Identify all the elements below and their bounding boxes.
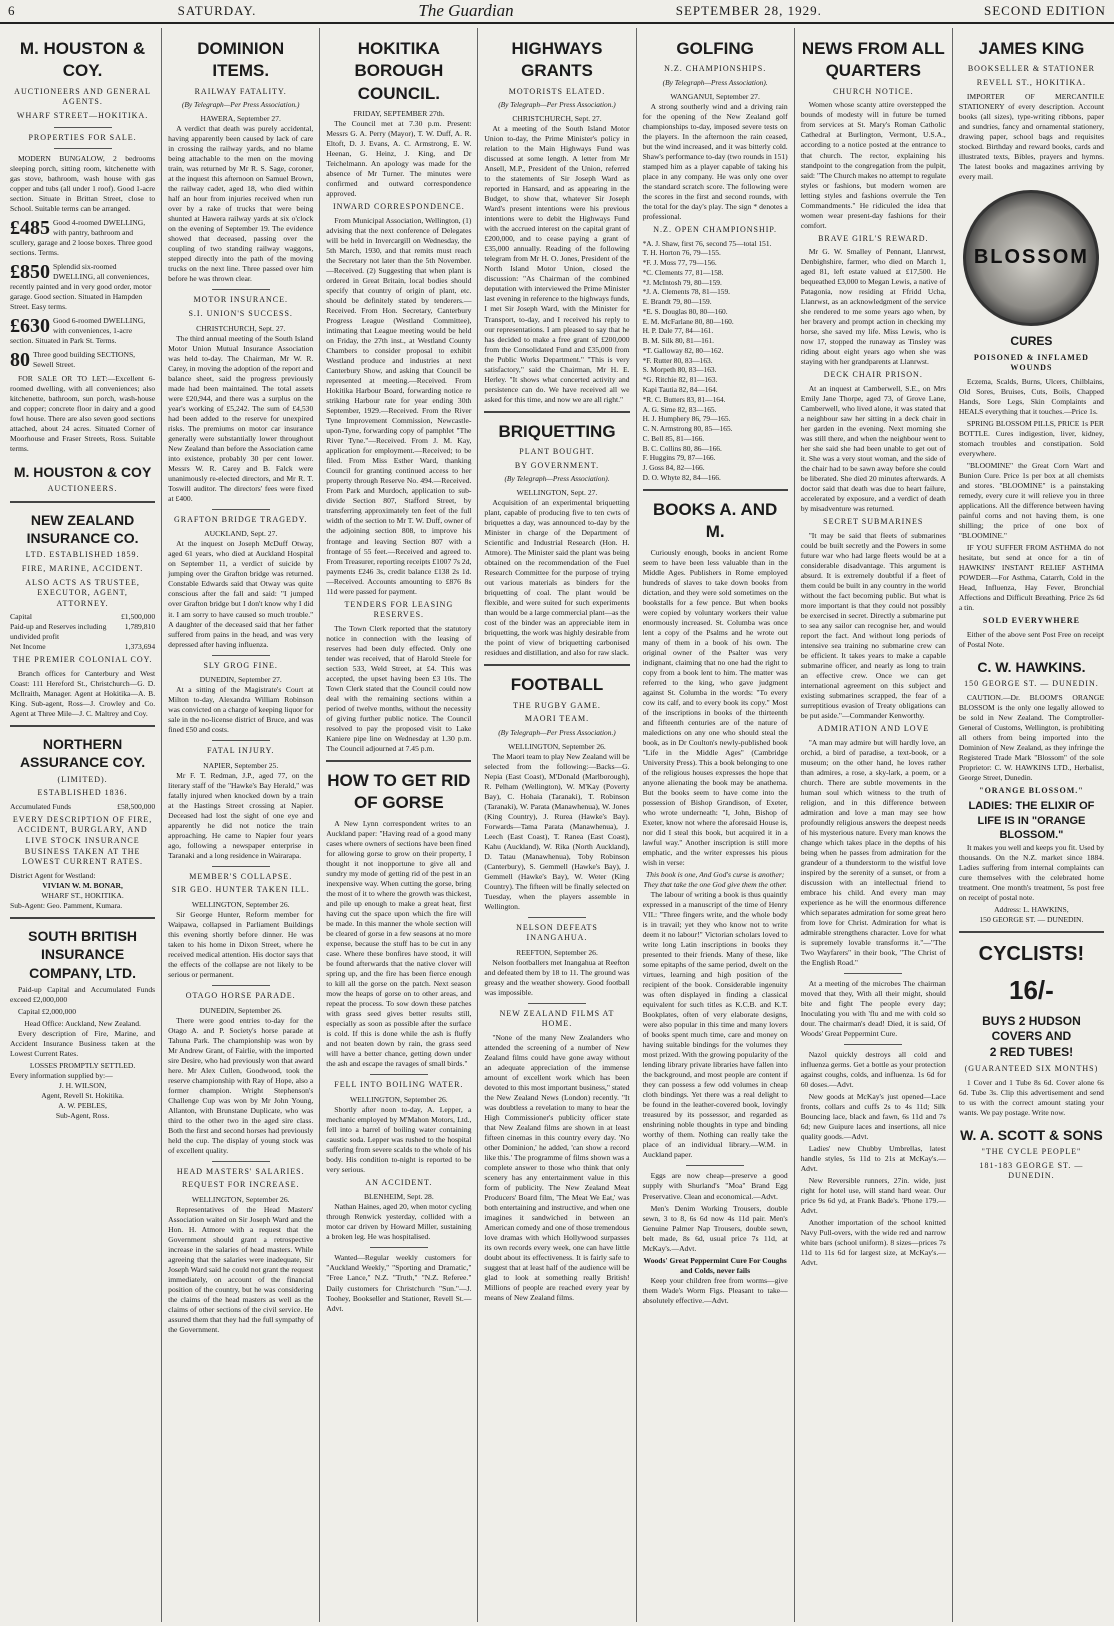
golfing-title: GOLFING: [676, 39, 754, 58]
byline: (By Telegraph—Press Association).: [662, 77, 768, 87]
dateline: DUNEDIN, September 26.: [199, 1005, 282, 1015]
guarantee: (GUARANTEED SIX MONTHS): [964, 1064, 1099, 1074]
article-text: Sir George Hunter, Reform member for Waipawa, collapsed in Parliament Buildings this evening shortly before dinner. He was taken to his home in Dixon Street, where he received medical attention. His doctor says that the effects of the collapse are not likely to be serious or permanent.: [168, 910, 314, 980]
scott-title: W. A. SCOTT & SONS: [960, 1126, 1103, 1143]
inward-heading: INWARD CORRESPONDENCE.: [332, 202, 465, 212]
article-text: From Municipal Association, Wellington, (1) advising that the next conference of Delegates will be held in Invercargill on Wednesday, the 5th March, 1930, and that remits must reach the Secretary not later than the 5th November.—Received. (2) Suggesting that when plant is ordered in Great Britain, local bodies should specify that country of origin of plant, etc. should be definitely stated by tenderers.—Received. From Hon. Secretary, Canterbury Progress League (Westland Committee), intimating that League meeting would be held on Friday, the 27th inst., at Westland County Chambers to consider proposal to exhibit Westland produce and industries at next Canterbury Show, and asking that Council be represented at meeting.—Received. From Hokitika Harbour Board, forwarding notice re striking Harbour rate for year ending 30th September, 1929.—Received. From the River Tyne Improvement Commission, Newcastle-upon-Tyne, forwarding copy of pamphlet "The River Tyne."—Received. From J. M. Kay, application for employment.—Received; to be filed. From Miss Esther Ward, thanking Council for granting continued access to her property through Reserve No. 494.—Received. From Park and Murdoch, application to sub-divide Section 807, Stafford Street, by transferring approximately ten feet of the full width of the section to Mr T. W. Duff, owner of the adjoining section 808, to improve his frontage and leaving Section 807 with a frontage of 55 feet.—Received and agreed to. From Treasurer, reporting receipts £1007 7s 2d, payments £246 3s, credit balance £138 2s 1d.—Received. Accounts amounting to £876 8s 11d were passed for payment.: [326, 216, 472, 596]
james-king-role: BOOKSELLER & STATIONER: [967, 64, 1095, 74]
article-text: Shortly after noon to-day, A. Lepper, a mechanic employed by M'Mahon Motors, Ltd., fell into a barrel of boiling water containing caustic soda. Lepper was rushed to the hospital suffering from severe scalds to the whole of his body. His condition to-night is reported to be very serious.: [326, 1104, 472, 1174]
briquetting-sub: PLANT BOUGHT.: [519, 447, 595, 457]
ad-mckay-goods: New goods at McKay's just opened—Lace fronts, collars and cuffs 2s to 4s 11d; Silk Bouncing lace, black and fawn, 6s 11d and 7s 6d; new Guipure laces and insertions, all nice quality goods.—Advt.: [800, 1092, 946, 1142]
scott-address: 181-183 GEORGE ST. — DUNEDIN.: [979, 1160, 1084, 1181]
score-line: T. H. Horton 76, 79—155.: [642, 248, 721, 258]
sub-agent: Sub-Agent: Geo. Pamment, Kumara.: [10, 900, 123, 910]
score-line: *C. Clements 77, 81—158.: [642, 267, 724, 277]
score-line: E. M. McFarlane 80, 80—160.: [642, 316, 734, 326]
ad-houston-address: WHARF STREET—HOKITIKA.: [16, 110, 149, 120]
column-1: [4, 28, 162, 1622]
article-text: The Town Clerk reported that the statutory notice in connection with the leasing of reserves had been duly effected. Only one tender was received, that of Harold Steele for section 533, Weld Street, at £4. This was accepted, the upset having been £3 10s. The Town Clerk stated that the Council could now deal with the remaining sections within a period of twelve months, without the necessity of giving further public notice. The Council resolved to pay the proposed visit to Lake Kaniere pipe line on Wednesday at 1.30 p.m. The Council adjourned at 7.45 p.m.: [326, 623, 472, 753]
dateline: WELLINGTON, September 26.: [191, 1195, 290, 1204]
wilson-address: Agent, Revell St. Hokitika.: [41, 1091, 124, 1101]
ad-for-sale: FOR SALE OR TO LET:—Excellent 6-roomed dwelling, with all conveniences; also kitchenette, bathroom, sun porch, wash-house and copper; concrete floor in dairy and a good fowl house. There are also seven good sections attached, about 24 acres. Situated Corner of Moorhouse and Fraser Streets, Ross. Suitable terms.: [10, 374, 156, 454]
sb-info: Every information supplied by:—: [10, 1071, 113, 1081]
issue-date: SEPTEMBER 28, 1929.: [675, 3, 822, 18]
score-line: E. Brandt 79, 80—159.: [642, 297, 712, 307]
article-text: "None of the many New Zealanders who attended the screening of a number of New Zealand films could have gone away without an adequate appreciation of the immense amount of excellent work which has been devoted to this most important business," stated the New Zealand News (London) recently. "It was doubtless a revelation to many to hear the High Commissioner's publicity officer state that New Zealand films are shown in at least fifteen cinemas in this country every day. 'No other Dominion,' he added, 'can show a record like this.' The programme of films shown was a complete answer to those who think that only scenery has any entertainment value in this form of publicity. The New Zealand Meat Producers' Board film, 'The Meat We Eat,' was both entertaining and instructive, and when one imagines it sandwiched in between an American comedy and one of those tremendous love dramas with which Hollywood surpasses its own records every week, one can have little doubt about its effectiveness. It is fairly safe to suggest that at least half of the audience will be glad to look at something really British! Millions of people are reached every year by means of New Zealand films.: [484, 1033, 630, 1303]
accum-value: £58,500,000: [117, 801, 156, 811]
briquetting-sub-2: BY GOVERNMENT.: [514, 460, 600, 470]
column-4: [478, 28, 636, 1622]
net-value: 1,373,694: [124, 642, 156, 652]
admiration-heading: ADMIRATION AND LOVE: [817, 723, 930, 733]
nz-established: LTD. ESTABLISHED 1859.: [25, 550, 140, 560]
article-text: Curiously enough, books in ancient Rome seem to have been less valuable than in the Middle Ages. Publishers in Rome employed hundreds of slaves to take down books from dictation, and they were sold sometimes on the bookstalls for a few pence. But when books were copied by voluntary workers their value enormously increased. St. Columba was once lent a copy of the Psalms and he wrote out many of them in a book of his own. The original owner of the Psalter was very indignant, claiming that no one had the right to copy from a book lent to him. The matter was referred to the king, who gave judgment against St. Columba in the words: "To every cow its calf, and to every book its copy." Most of the inscriptions in books of the thirteenth and fifteenth centuries are of the nature of maledictions on any one who should steal the book, as in Dr Coulton's newly-published book "Life in the Middle Ages" (Cambridge University Press). This a book belonging to one of the religious houses expresses the hope that anyone alienating the book may be anathema. But the books seem to have come into the possession of Bishop Grandison, of Exeter, who wrote underneath: "I, John, Bishop of Exeter, know not where the aforesaid House is, nor did I steal this book, but acquired it in a lawful way." Another inscription is still more emphatic, and the writer expresses his pious wish in verse:: [642, 547, 788, 867]
ad-80: [10, 350, 155, 370]
motor-insurance-heading: MOTOR INSURANCE.: [193, 295, 288, 305]
properties-heading: PROPERTIES FOR SALE.: [28, 132, 137, 142]
ad-houston-title: M. HOUSTON & COY.: [19, 39, 146, 81]
football-sub: THE RUGBY GAME.: [513, 700, 601, 710]
article-text: "It may be said that fleets of submarines could be built secretly and the Powers in some future war who had large fleets would be at a considerable disadvantage. This argument is absurd. It is extremely doubtful if a fleet of them could be built in any country in the world without the fact becoming public. But what is more important is that they could not possibly be exercised in secret. Directly a submarine put to sea any sailor can recognise her, and would report the fact. And without long periods of intensive sea training no submarine crew can be efficient. It takes years to make a capable submarine officer, and nearly as long to train an effective crew. Once we can get international agreement on this subject and existing submarines scrapped, the fear of a surreptitious evasion of Treaty obligations can be put aside."—Commander Kenworthy.: [800, 530, 946, 720]
ad-houston-role-2: AUCTIONEERS.: [47, 483, 118, 493]
paid-row: [10, 622, 155, 642]
northern-title: NORTHERN ASSURANCE COY.: [19, 735, 146, 771]
dateline: WELLINGTON, September 26.: [191, 900, 290, 909]
hawkins-name: C. W. HAWKINS.: [977, 658, 1086, 675]
blossom-seal-text: BLOSSOM: [973, 246, 1089, 269]
nelson-heading: NELSON DEFEATS INANGAHUA.: [516, 922, 598, 943]
article-text: At an inquest at Camberwell, S.E., on Mrs Emily Jane Thorpe, aged 73, of Grove Lane, Camberwell, who lived alone, it was stated that a neighbour saw her sitting in a deck chair in her garden in the evening. Next morning she was still there, and when the neighbour went to her she said she had been unable to get out of it. She was a very stout woman, and the side of the chair had to be sawn away before she could be liberated. She died 20 minutes afterwards. A doctor said that death was due to heart failure, accelerated by exposure, and a verdict of death by misadventure was returned.: [800, 383, 946, 514]
golfing-sub: N.Z. CHAMPIONSHIPS.: [664, 64, 767, 74]
books-title: BOOKS A. AND M.: [652, 499, 778, 542]
ad-nazol: Nazol quickly destroys all cold and influenza germs. Get a bottle as your protection against coughs, colds, and influenza. 1s 6d for 60 doses.—Advt.: [800, 1049, 946, 1089]
caution-text: CAUTION.—Dr. BLOOM'S ORANGE BLOSSOM is the only one legally allowed to be sold in New Zealand. The Comptroller-General of Customs, Wellington, is prohibiting all others from being imported into the Dominion of New Zealand, as they infringe the Registered Trade Mark "Blossom" of the sole Proprietor: C. W. HAWKINS LTD., Herbalist, George Street, Dunedin.: [958, 692, 1104, 782]
council-date: FRIDAY, SEPTEMBER 27th.: [353, 109, 445, 119]
south-british-title: SOUTH BRITISH INSURANCE COMPANY, LTD.: [28, 927, 138, 981]
score-line: F. Huggins 79, 87—166.: [642, 453, 716, 463]
deck-chair-heading: DECK CHAIR PRISON.: [823, 370, 923, 380]
borough-council-title: HOKITIKA BOROUGH COUNCIL.: [354, 39, 444, 103]
article-text: A strong southerly wind and a driving rain for the opening of the New Zealand golf championships to-day, imposed severe tests on the players. In the afternoon the rain ceased, but the wind increased, and it was bitterly cold. Shaw's performance to-day (two rounds in 151) stamped him as a player capable of taking his place in any company. He was only one over the standard scratch score. The following were the scores in the first and second rounds, with the total for the day's play. The sign * denotes a professional.: [642, 101, 788, 221]
dateline: WELLINGTON, September 26.: [349, 1094, 448, 1104]
ad-runners: New Reversible runners, 27in. wide, just right for hotel use, will stand hard wear. Our price 9s 6d yd, at Frank Bade's. 'Phone 179.—Advt.: [800, 1176, 946, 1216]
sb-paid: Paid-up Capital and Accumulated Funds exceed £2,000,000: [10, 985, 156, 1005]
dateline: NAPIER, September 25.: [203, 760, 279, 770]
dateline: HAWERA, September 27.: [200, 114, 281, 124]
net-row: [10, 642, 155, 652]
films-heading: NEW ZEALAND FILMS AT HOME.: [499, 1008, 615, 1029]
sold-everywhere: SOLD EVERYWHERE: [982, 615, 1080, 625]
james-king-address: REVELL ST., HOKITIKA.: [976, 77, 1087, 87]
cycle-people: "THE CYCLE PEOPLE": [981, 1147, 1082, 1157]
article-text: The third annual meeting of the South Island Motor Union Mutual Insurance Association was held to-day. The Chairman, Mr W. R. Carey, in moving the adoption of the report and balance sheet, said the progress previously made had been maintained. The total assets were £20,944, and there was a surplus on the year's working of £5,242. The sum of £4,530 had been added to the reserve for unexpired risks. The premiums on motor car insurance generally were substantially lower throughout New Zealand than before the Association came into existence, probably 30 per cent lower. Messrs W. R. Carey and B. Falck were unanimously re-elected directors, and Mr R. T. Toswill auditor. The directors' fees were fixed at £400.: [168, 333, 314, 503]
railway-fatality-heading: RAILWAY FATALITY.: [194, 86, 287, 96]
article-text: Nelson footballers met Inangahua at Reefton and defeated them by 18 to 11. The ground was greasy and the weather showery. Good football was impossible.: [484, 957, 630, 997]
tenders-heading: TENDERS FOR LEASING RESERVES.: [344, 599, 454, 620]
fatal-injury-heading: FATAL INJURY.: [207, 746, 275, 756]
premier: THE PREMIER COLONIAL COY.: [12, 655, 153, 665]
bloomine-text: "BLOOMINE" the Great Corn Wart and Bunion Cure. Price 1s per box at all chemists and stores. "BLOOMINE" is a painstaking remedy, every cure it will relieve you in three applications. All the difference between having painful corns and not having them, is one shilling; the price of one box of "BLOOMINE.": [958, 460, 1104, 540]
article-text: A verdict that death was purely accidental, having apparently been caused by lack of care in crossing the railway yards, and no blame being attachable to the men on the moving train, was returned by Mr R. S. Sage, coroner, at the inquest this afternoon on Samuel Brown, the railway cadet, aged 18, who died within half an hour from injuries received when run over by a rake of trucks that were being shunted at Hawera railway yards at six o'clock on the evening of September 19. The evidence showed that deceased, passing over the coupling of two standing railway waggons, stepped directly into the path of the moving trucks on the next line. Three passed over him before he was thrown clear.: [168, 124, 314, 284]
cyclists-heading: CYCLISTS!: [978, 942, 1085, 965]
football-sub-2: MAORI TEAM.: [524, 714, 590, 724]
dateline: WANGANUI, September 27.: [670, 91, 760, 101]
article-text: There were good entries to-day for the Otago A. and P. Society's horse parade at Tahuna Park. The championship was won by Mr Andrew Grant, of Fairlie, with the imported sire Desire, who had previously won that award here. Mr Alex Cullen, Goodwood, took the reserve championship with Ray of Hope, also a former champion. Wright Stephenson's Challenge Cup was won by Mr John Young, Allanton, with Brunstane Duplicate, who was third to the other two in the aged sire class. Both the first and second horses had previously held the cup. The display of young stock was of excellent quality.: [168, 1015, 314, 1155]
article-text: Women whose scanty attire overstepped the bounds of modesty will in future be turned from services at St. Mary's Roman Catholic Cathedral at Burlington, Vermont, U.S.A., according to a notice posted at the entrance to that church. The rector, explaining his standpoint to the congregation from the pulpit, said: "The Church makes no attempt to regulate styles or fashions, but modern women are letting styles and fashions overrule the Ten Commandments." He ridiculed the idea that women wear present-day fashions for their comfort.: [800, 100, 946, 230]
paid-value: 1,789,810: [124, 622, 156, 632]
gorse-title: HOW TO GET RID OF GORSE: [327, 770, 471, 813]
motor-insurance-subheading: S.I. UNION'S SUCCESS.: [188, 309, 293, 318]
score-line: J. Goss 84, 82—166.: [642, 463, 705, 473]
score-line: *F. J. Moss 77, 79—156.: [642, 258, 717, 268]
sly-grog-heading: SLY GROG FINE.: [203, 660, 278, 670]
dominion-items-title: DOMINION ITEMS.: [197, 39, 285, 81]
net-label: Net Income: [10, 642, 46, 652]
capital-value: £1,500,000: [120, 612, 156, 622]
verse: This book is one, And God's curse is another; They that take the one God give them the other.: [643, 870, 787, 890]
highways-subheading: MOTORISTS ELATED.: [508, 86, 606, 96]
briquetting-title: BRIQUETTING: [498, 421, 616, 441]
dateline: DUNEDIN, September 27.: [199, 675, 282, 685]
vivian-address: WHARF ST., HOKITIKA.: [41, 890, 124, 900]
page-number: 6: [8, 3, 16, 18]
ad-80-text: Three good building SECTIONS, Sewell Street.: [33, 350, 136, 370]
dateline: CHRISTCHURCH, Sept. 27.: [512, 114, 602, 124]
ad-630: [10, 316, 155, 346]
hawkins-address: 150 GEORGE ST. — DUNEDIN.: [964, 679, 1099, 688]
northern-established: ESTABLISHED 1836.: [37, 788, 128, 798]
column-5: [637, 28, 795, 1622]
score-line: *J. McIntosh 79, 80—159.: [642, 277, 722, 287]
microbes-verse: At a meeting of the microbes The chairman moved that they, With all their might, should bite and fight The people every day; Inoculating you with 'flu and me with cold so dour. The chairman's dead! Died, it is said, Of Woods' Great Peppermint Cure.: [800, 978, 946, 1038]
branch-offices: Branch offices for Canterbury and West Coast: 111 Hereford St., Christchurch—G. D. McIlraith, Manager. Agent at Hokitika—A. B. King. Sub-agent, Ross—J. Crowley and Co. Agent at Three Mile—J. C. Maltrey and Coy.: [10, 668, 156, 718]
pebles: A. W. PEBLES,: [58, 1101, 107, 1111]
ad-485-text: Good 4-roomed DWELLING, with pantry, bathroom and scullery, garage and 2 loose boxes. Three good sections. Terms.: [10, 218, 153, 258]
covers-and: COVERS AND: [991, 1029, 1072, 1044]
nz-types: FIRE, MARINE, ACCIDENT.: [21, 564, 144, 573]
collapse-heading: MEMBER'S COLLAPSE.: [189, 871, 293, 881]
blossom-seal: [963, 190, 1099, 326]
sb-capital: Capital £2,000,000: [18, 1007, 77, 1017]
article-text: Acquisition of an experimental briquetting plant, capable of producing five to ten cwts of briquettes a day, was announced to-day by the Minister in charge of the Department of Scientific and Industrial Research (Hon. H. Atmore). The Minister said the plant was being obtained on the recommendation of the Fuel Research Committee for the purpose of trying out various materials as binders for the briquetting of coal. The plant would be flexible, and were suited for such experiments than would be a large commercial plant—as the cost of the binder was an appreciable item in briquetting, the work was highly desirable from the point of view of briquetting carbonised residues and distillation, and also for raw slack.: [484, 497, 630, 658]
wilson: J. H. WILSON,: [58, 1081, 107, 1091]
ad-trousers: Men's Denim Working Trousers, double sewn, 3 to 8, 6s 6d now 4s 11d pair. Men's Genuine Palmer Nap Trousers, double sewn, belt made, 8s 6d, usual price 7s 11d, at McKay's.—Advt.: [642, 1203, 788, 1253]
byline: (By Telegraph—Per Press Association.): [498, 100, 616, 110]
ad-bungalow: MODERN BUNGALOW, 2 bedrooms sleeping porch, sitting room, kitchenette with gas stove, bathroom, wash house with gas copper and tubs (all under 1 roof). Good 1-acre section. Situate in Brittan Street, close to School. Suitable terms can be arranged.: [10, 154, 156, 214]
score-line: *R. C. Butters 83, 81—164.: [642, 394, 726, 404]
article-text: The labour of writing a book is thus quaintly expressed in a manuscript of the time of Henry VII.: "Three fingers write, and the whole body is in travail; yet they who know not to write deem it no labour!" Victorian scholars loved to write long Latin inscriptions in books they presented to their friends. Many of these, like some epitaphs of the same period, dwelt on the virtues, learning and high position of the recipient of the book. Considerable ingenuity was often displayed in finding a classical equivalent for such titles as K.C.B. and K.T. Bookplates, often of very elaborate designs, were also popular in this time and many lovers of books spent much time, care and money on having suitable bindings for the volumes they most prized. With the growing popularity of the lending library private libraries have fallen into the background, and most people are content if they can possess a few odd volumes in cheap cloth bindings. Yet there was a real delight to be found in the leather-covered book, lovingly treasured by its possessor, and regarded as enshrining noble thoughts in type and binding worthy of them. Nothing can really take the place of an individual library.—W.M. in Auckland paper.: [642, 890, 788, 1160]
ad-umbrellas: Ladies' new Chubby Umbrellas, latest handle styles, 5s 11d to 21s at McKay's.—Advt.: [800, 1144, 946, 1174]
red-tubes: 2 RED TUBES!: [989, 1045, 1074, 1060]
article-text: A New Lynn correspondent writes to an Auckland paper: "Having read of a good many cases where owners of sections have been fined for allowing gorse to grow on their property, I thought it not inopportune to give all and sundry my mode of getting rid of the pest in an inexpensive way. When cutting the gorse, bring the most of it to where the growth was thickest, and pile up enough to make a great heat, first having cut the space upon which the fire will be made. In this manner the whole section will be cleared of gorse in a few seasons at no more expense, because the stuff has to be cut in any case. Where these bonfires have stood, it will be found afterwards that the native clover will spring up, and the fire has been fierce enough to kill all the gorse on the patch. Next season mow the heaps of gorse on to other areas, and repeat the process. To sow down these patches with grass seed gives better results still, especially as soon as possible after the surface is cold. If this is done while the ash is fluffy and not beaten down by rain, the grass seed will have a better chance, getting down under the ash and escape the ravages of small birds.": [326, 818, 472, 1069]
dateline: WELLINGTON, Sept. 27.: [516, 487, 598, 497]
ad-485: [10, 218, 155, 258]
sb-desc: Every description of Fire, Marine, and Accident Insurance Business taken at the Lowest Current Rates.: [10, 1029, 156, 1059]
highways-title: HIGHWAYS GRANTS: [511, 39, 603, 81]
ladies-heading: LADIES: THE ELIXIR OF LIFE IS IN "ORANGE BLOSSOM.": [968, 800, 1095, 842]
sb-head-office: Head Office: Auckland, New Zealand.: [24, 1019, 141, 1029]
article-text: Mr G. W. Smalley of Pennant, Llanrwst, Denbighshire, farmer, who died on March 1, aged 81, left estate valued at £17,500. He bequeathed £3,000 to Megan Lewis, a native of Patagonia, now residing at Ffridd Ucha, Llanrwst, as an acknowledgment of the service she rendered to me some years ago when, by her bravery and prompt action in checking my horse, she saved my life. Miss Lewis, who is now 17, stopped the runaway as Tinsley was riding about eight years ago when she was staying with her grandparents at Llanrwst.: [800, 247, 946, 367]
salaries-heading: HEAD MASTERS' SALARIES.: [176, 1166, 305, 1176]
article-text: "A man may admire but will hardly love, an orchid, a bird of paradise, a text-book, or a museum; on the other hand, he loves rather than admires, a rose, a sky-lark, a poem, or a church. There are subtle movements in the human soul which witness to the truth of religion, and in this difference between admiration and love a man may see how profoundly religious answers the deepest needs of his mysterious nature. Every man knows the change which takes place in the depths of his being when he passes from admiration for the grandeur of a thunderstorm to the wistful love inspired by the serenity of a sunset, or from a discussion with an intellectual friend to embrace his child. And every man may experience as he will the enormous difference which separates admiration for some great hero from love for Christ. Admiration for what is admirable strengthens character. Love for what is supremely lovable transforms it."—"The Two Wayfarers" in their book, "The Christ of the English Road.": [800, 737, 946, 967]
ad-630-text: Good 6-roomed DWELLING, with conveniences, 1-acre section. Situated in Park St. Terms.: [10, 316, 146, 346]
masthead: [0, 0, 1114, 24]
address-value: 150 GEORGE ST. — DUNEDIN.: [979, 914, 1084, 924]
ad-850: [10, 262, 155, 312]
ad-eggs: Eggs are now cheap—preserve a good supply with Shurland's "Moa" Brand Egg Preservative. Clean and economical.—Advt.: [642, 1171, 788, 1201]
score-line: *A. J. Shaw, first 76, second 75—total 151.: [642, 238, 772, 248]
byline: (By Telegraph—Press Association).: [504, 474, 610, 484]
news-title: NEWS FROM ALL QUARTERS: [801, 39, 945, 81]
article-text: Mr F. T. Redman, J.P., aged 77, on the literary staff of the "Hawke's Bay Herald," was fatally injured when knocked down by a train at the Hastings Street crossing at Napier. Deceased had lost the sight of one eye and apparently he did not notice the train approaching. He came to Napier four years ago, following a newspaper enterprise in Taranaki and a long residence in Wairarapa.: [168, 770, 314, 860]
day: SATURDAY.: [177, 3, 257, 18]
score-line: *T. Galloway 82, 80—162.: [642, 345, 724, 355]
ad-worm-figs: Keep your children free from worms—give them Wade's Worm Figs. Pleasant to take—absolutely effective.—Advt.: [642, 1275, 788, 1305]
wanted-ad: Wanted—Regular weekly customers for "Auckland Weekly," "Sporting and Dramatic," "Free Lance," N.Z. "Truth," "N.Z. Referee." Daily customers for Christchurch "Sun."—J. Toohey, Bookseller and Stationer, Revell St.—Advt.: [326, 1253, 472, 1313]
horse-parade-heading: OTAGO HORSE PARADE.: [185, 991, 296, 1001]
score-line: *E. S. Douglas 80, 80—160.: [642, 306, 728, 316]
cycle-offer-text: 1 Cover and 1 Tube 8s 6d. Cover alone 6s 6d. Tube 3s. Clip this advertisement and send to us with the correct amount stating your wants. We pay postage. Write now.: [958, 1077, 1104, 1117]
pebles-address: Sub-Agent, Ross.: [55, 1111, 110, 1121]
article-text: The Maori team to play New Zealand will be selected from the following:—Backs—G. Nepia (East Coast), M'Donald (Marlborough), R. Pelham (Wellington), W. M'Kay (Poverty Bay), C. Hohaia (Taranaki), T. Robinson (Taranaki), W. Parata (Manawhenua), W. Jones (King Country), J. Rurea (Hawke's Bay). Forwards—Tama Parata (Manawhenua), J. Leech (East Coast), T. Ranea (East Coast), Kahu (Auckland), W. Rika (North Auckland), D. Tatau (Manawhenua), Toby Robinson (Canterbury), S. Gemmell (Hawke's Bay), J. Gemmell (Hawke's Bay), W. Weter (King Country). The fifteen will be finally selected on Tuesday, when the players assemble in Wellington.: [484, 751, 630, 911]
pills-text: SPRING BLOSSOM PILLS, PRICE 1s PER BOTTLE. Cures indigestion, liver, kidney, stomach troubles and constipation. Sold everywhere.: [958, 418, 1104, 458]
northern-limited: (LIMITED).: [57, 774, 108, 784]
sb-losses: LOSSES PROMPTLY SETTLED.: [29, 1061, 136, 1071]
article-text: The Council met at 7.30 p.m. Present: Messrs G. A. Perry (Mayor), T. W. Duff, A. R. Eltoft, D. J. Evans, A. C. Armstrong, E. W. Heenan, G. Heinz, J. King, and Dr Teichelmann. An apology was made for the absence of Mr Turner. The minutes were confirmed and outward correspondence approved.: [326, 119, 472, 199]
football-title: FOOTBALL: [510, 675, 604, 695]
score-line: C. N. Armstrong 80, 85—165.: [642, 424, 733, 434]
grafton-heading: GRAFTON BRIDGE TRAGEDY.: [173, 514, 308, 524]
column-3: [320, 28, 478, 1622]
accum-row: [10, 802, 155, 812]
edition: SECOND EDITION: [983, 3, 1106, 18]
dateline: AUCKLAND, Sept. 27.: [204, 529, 278, 539]
james-king-title: JAMES KING: [978, 39, 1085, 58]
open-championship-heading: N.Z. OPEN CHAMPIONSHIP.: [653, 224, 777, 234]
dateline: WELLINGTON, September 26.: [508, 741, 606, 751]
dateline: REEFTON, September 26.: [516, 947, 598, 957]
asthma-text: IF YOU SUFFER FROM ASTHMA do not hesitate, but send at once for a tin of HAWKINS' INSTANT RELIEF ASTHMA POWDER—For Asthma, Catarrh, Cold in the Head, Influenza, Hay Fever, Bronchial Affections and Difficult Breathing. Price 2s 6d a tin.: [958, 542, 1104, 612]
ad-pullovers: Another importation of the school knitted Navy Pull-overs, with the wide red and narrow white bars (school uniform). 8 sizes—prices 7s 11d to 11s 6d for largest size, at McKay's.—Advt.: [800, 1218, 946, 1268]
ad-850-text: Splendid six-roomed DWELLING, all conveniences, recently painted and in very good order, motor garage. Good section. Situated in Hampden Street. Easy terms.: [10, 262, 152, 312]
column-7: [953, 28, 1110, 1622]
salaries-subheading: REQUEST FOR INCREASE.: [181, 1180, 300, 1190]
price-80: 80: [10, 350, 30, 371]
dateline: BLENHEIM, Sept. 28.: [363, 1192, 434, 1202]
score-line: *G. Ritchie 82, 81—163.: [642, 375, 718, 385]
price-630: £630: [10, 316, 50, 338]
score-line: B. M. Silk 80, 81—161.: [642, 336, 715, 346]
northern-desc: EVERY DESCRIPTION OF FIRE, ACCIDENT, BURGLARY, AND LIVE STOCK INSURANCE BUSINESS TAKEN AT THE LOWEST CURRENT RATES.: [12, 814, 153, 867]
score-line: A. G. Sime 82, 83—165.: [642, 404, 717, 414]
score-line: B. C. Collins 80, 86—166.: [642, 443, 722, 453]
article-text: At the inquest on Joseph McDuff Otway, aged 61 years, who died at Auckland Hospital on September 11, a verdict of suicide by jumping over the Grafton bridge was returned. Constable Edwards said that Otway was quite conscious after the fall and said: "I jumped over Grafton bridge but I don't know why I did it. I am sorry to have caused so much trouble." A daughter of the deceased said that her father suffered from pains in the head, and was very depressed after having influenza.: [168, 539, 314, 649]
score-line: H. J. Humphery 86, 79—165.: [642, 414, 731, 424]
score-line: *F. Rutter 80, 83—163.: [642, 355, 713, 365]
district-agent: District Agent for Westland:: [10, 870, 96, 880]
score-line: D. O. Whyte 82, 84—166.: [642, 472, 721, 482]
brave-girl-heading: BRAVE GIRL'S REWARD.: [818, 233, 929, 243]
vivian-bonar: VIVIAN W. M. BONAR,: [42, 880, 123, 890]
address-label: Address: L. HAWKINS,: [994, 904, 1069, 914]
buys-hudson: BUYS 2 HUDSON: [982, 1013, 1081, 1028]
capital-label: Capital: [10, 612, 32, 622]
post-free-text: Either of the above sent Post Free on receipt of Postal Note.: [958, 629, 1104, 649]
accum-label: Accumulated Funds: [10, 801, 71, 811]
column-6: [795, 28, 953, 1622]
score-line: Kapi Tautia 82, 84—164.: [642, 384, 718, 394]
paid-label: Paid-up and Reserves including undivided profit: [10, 622, 107, 642]
article-text: Nathan Haines, aged 20, when motor cycling through Renwick yesterday, collided with a motor car driven by Howard Miller, sustaining a broken leg. He was hospitalised.: [326, 1202, 472, 1242]
james-king-text: IMPORTER OF MERCANTILE STATIONERY of every description. Account books (all sizes), type-writing ribbons, paper and sundries, fancy and ornamental stationery, drawing paper, school bags and requisites stocked. Birthday and reward books, cards and illustrated texts, Bibles, prayers and hymns. The latest books and magazines arriving by every mail.: [958, 91, 1104, 181]
nz-also: ALSO ACTS AS TRUSTEE, EXECUTOR, AGENT, ATTORNEY.: [25, 577, 140, 608]
ad-houston-role: AUCTIONEERS AND GENERAL AGENTS.: [14, 86, 151, 107]
submarines-heading: SECRET SUBMARINES: [823, 517, 924, 527]
collapse-subheading: SIR GEO. HUNTER TAKEN ILL.: [171, 885, 310, 895]
capital-row: [10, 612, 155, 622]
nz-insurance-title: NEW ZEALAND INSURANCE CO.: [26, 511, 139, 546]
article-text: At a meeting of the South Island Motor Union to-day, the Prime Minister's policy in relation to the Main Highways Fund was discussed at some length. A letter from Mr Ansell, M.P., President of the Union, referred to the statements of Sir Joseph Ward as reported in Hansard, and as appearing in the Budget, to show that, whatever Sir Joseph Ward's present intentions were his previous intentions were to debit the Highways Fund with the accrued interest on the capital grant of £200,000, and to cease paying a grant of £35,000 annually. Reading of the following telegram from Mr H. O. Jones, President of the North Island Motor Union, closed the discussion: "As Chairman of the combined deputation with interviewed the Prime Minister last evening in reference to the highways funds, I met Sir Joseph Ward, with the Minister for Transport, to-day, and I received his reply to our representations. I am pleased to say that he has decided to make a free grant of £200,000 from the Consolidated Fund and £35,000 from the Public Works Department." "This is very satisfactory," said the Chairman, Mr H. E. Herley. "It shows what concerted activity and persistence can do. We have received all we asked for this time, and now we are all right.": [484, 124, 630, 404]
tube-price: 16/-: [1009, 975, 1054, 1006]
cures-heading: CURES: [1010, 333, 1053, 348]
church-heading: CHURCH NOTICE.: [832, 86, 914, 96]
ladies-text: It makes you well and keeps you fit. Used by thousands. On the N.Z. market since 1884. Ladies suffering from internal complaints can cure themselves with the celebrated home treatment. One month's treatment, 5s post free on receipt of postal note.: [958, 842, 1104, 902]
byline: (By Telegraph—Per Press Association.): [498, 727, 616, 737]
score-line: *J. A. Clements 78, 81—159.: [642, 287, 731, 297]
column-2: [162, 28, 320, 1622]
ad-houston-title-2: M. HOUSTON & COY: [13, 463, 152, 480]
accident-heading: AN ACCIDENT.: [365, 1177, 433, 1187]
ad-woods: Woods' Great Peppermint Cure For Coughs and Colds, never fails: [643, 1255, 787, 1275]
score-line: H. P. Dale 77, 84—161.: [642, 326, 714, 336]
boiling-water-heading: FELL INTO BOILING WATER.: [334, 1080, 464, 1090]
price-850: £850: [10, 262, 50, 284]
price-485: £485: [10, 218, 50, 240]
orange-blossom: "ORANGE BLOSSOM.": [979, 785, 1084, 795]
score-list: [643, 239, 788, 483]
cures-text: Eczema, Scalds, Burns, Ulcers, Chilblains, Old Sores, Bruises, Cuts, Boils, Chapped Hands, Sore Legs, Skin Complaints and HEALS everything that it touches.—Price 1s.: [958, 376, 1104, 416]
score-line: S. Morpeth 80, 83—163.: [642, 365, 717, 375]
byline: (By Telegraph—Per Press Association.): [181, 100, 300, 110]
paper-title: The Guardian: [418, 1, 514, 20]
article-text: At a sitting of the Magistrate's Court at Milton to-day, Alexandra William Robinson was convicted on a charge of keeping liquor for sale in the no-license district of Bruce, and was fined £50 and costs.: [168, 685, 314, 735]
dateline: CHRISTCHURCH, Sept. 27.: [196, 323, 286, 333]
columns: [4, 28, 1110, 1622]
cures-subheading: POISONED & INFLAMED WOUNDS: [973, 352, 1089, 373]
score-line: C. Bell 85, 81—166.: [642, 433, 705, 443]
article-text: Representatives of the Head Masters' Association waited on Sir Joseph Ward and the Hon. H. Atmore with a request that the Government should grant a retrospective increase in the salaries of head masters. While agreeing that the salaries were inadequate, Sir Joseph Ward said he could not grant the request immediately, on account of the financial position of the country, but he was considering the claims of the head masters as well as the claims of other sections of the civil service. He assured them that they had the full sympathy of the Government.: [168, 1205, 314, 1335]
